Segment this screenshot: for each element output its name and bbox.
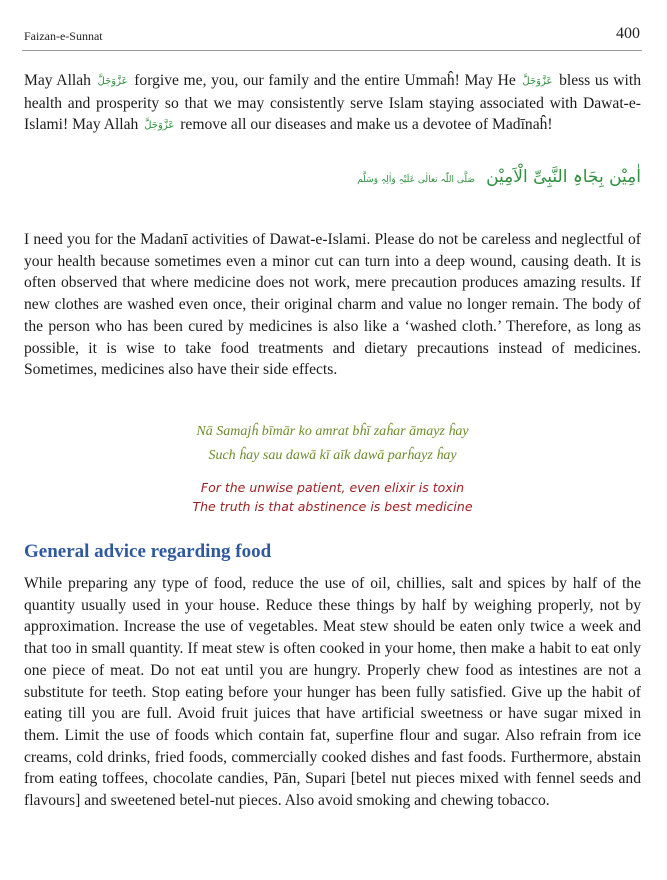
urdu-couplet (24, 420, 641, 468)
page-number: 400 (616, 25, 640, 42)
health-paragraph (24, 229, 641, 381)
translation-line-2: The truth is that abstinence is best medicine (192, 499, 473, 514)
food-advice-text: While preparing any type of food, reduce the use of oil, chillies, salt and spices by half of the quantity usually used in your house. Reduce these things by half by weighing properly, not by approximation. Increase the use of vegetables. Meat stew should be eaten only twice a week and that too in small quantity. If meat stew is often cooked in your home, then make a habit to eat only one piece of meat. Do not eat until you are hungry. Properly chew food as intestines are not a substitute for teeth. Stop eating before your hunger has been fully satisfied. Give up the habit of eating till you are full. Avoid fruit juices that have artificial sweetness or have sugar mixed in them. Limit the use of foods which contain fat, superfine flour and sugar. Also refrain from ice creams, cold drinks, fried foods, commercially cooked dishes and fast foods. Furthermore, abstain from eating toffees, chocolate candies, Pān, Supari [betel nut pieces mixed with fennel seeds and flavours] and sweetened betel-nut pieces. Also avoid smoking and chewing tobacco. (24, 575, 641, 810)
opening-dua-paragraph (24, 70, 641, 137)
para1-text-4: remove all our diseases and make us a devotee of Madīnaĥ! (180, 116, 553, 134)
couplet-line-1: Nā Samajĥ bīmār ko amrat bĥī zaĥar āmayz ĥay (196, 424, 469, 439)
couplet-translation (24, 478, 641, 516)
running-header (22, 25, 642, 51)
salutation-text: صَلَّی اللّٰہ تعالٰی عَلَیْہِ وَاٰلِہٖ وَسَلَّم (357, 175, 476, 185)
honorific-arabic: عَزَّوَجَلَّ (522, 76, 553, 87)
health-paragraph-text: I need you for the Madanī activities of Dawat-e-Islami. Please do not be careless and neglectful of your health because sometimes even a minor cut can turn into a deep wound, causing death. It is often observed that where medicine does not work, mere precaution produces amazing results. If new clothes are washed even once, their original charm and value no longer remain. The body of the person who has been cured by medicines is also like a ‘washed cloth.’ Therefore, as long as possible, it is wise to take food treatments and dietary precautions instead of medicines. Sometimes, medicines also have their side effects. (24, 231, 641, 379)
para1-text-2: forgive me, you, our family and the entire Ummaĥ! May He (134, 72, 516, 89)
running-title: Faizan-e-Sunnat (24, 29, 103, 43)
ameen-dua-text: اٰمِیْن بِجَاہِ النَّبِیِّ الْاَمِیْن (486, 167, 641, 187)
honorific-arabic: عَزَّوَجَلَّ (144, 120, 175, 132)
couplet-line-2: Such ĥay sau dawā kī aīk dawā parĥayz ĥay (208, 448, 457, 463)
para1-text-3: bless us with health and prosperity so that we may consistently serve Islam staying associated with Dawat-e-Islami! May Allah (24, 72, 642, 134)
food-advice-paragraph (24, 573, 641, 812)
honorific-arabic: عَزَّوَجَلَّ (97, 76, 128, 87)
section-heading: General advice regarding food (24, 541, 272, 562)
para1-text-1: May Allah (24, 72, 91, 89)
ameen-dua (330, 166, 641, 187)
translation-line-1: For the unwise patient, even elixir is toxin (200, 480, 465, 495)
